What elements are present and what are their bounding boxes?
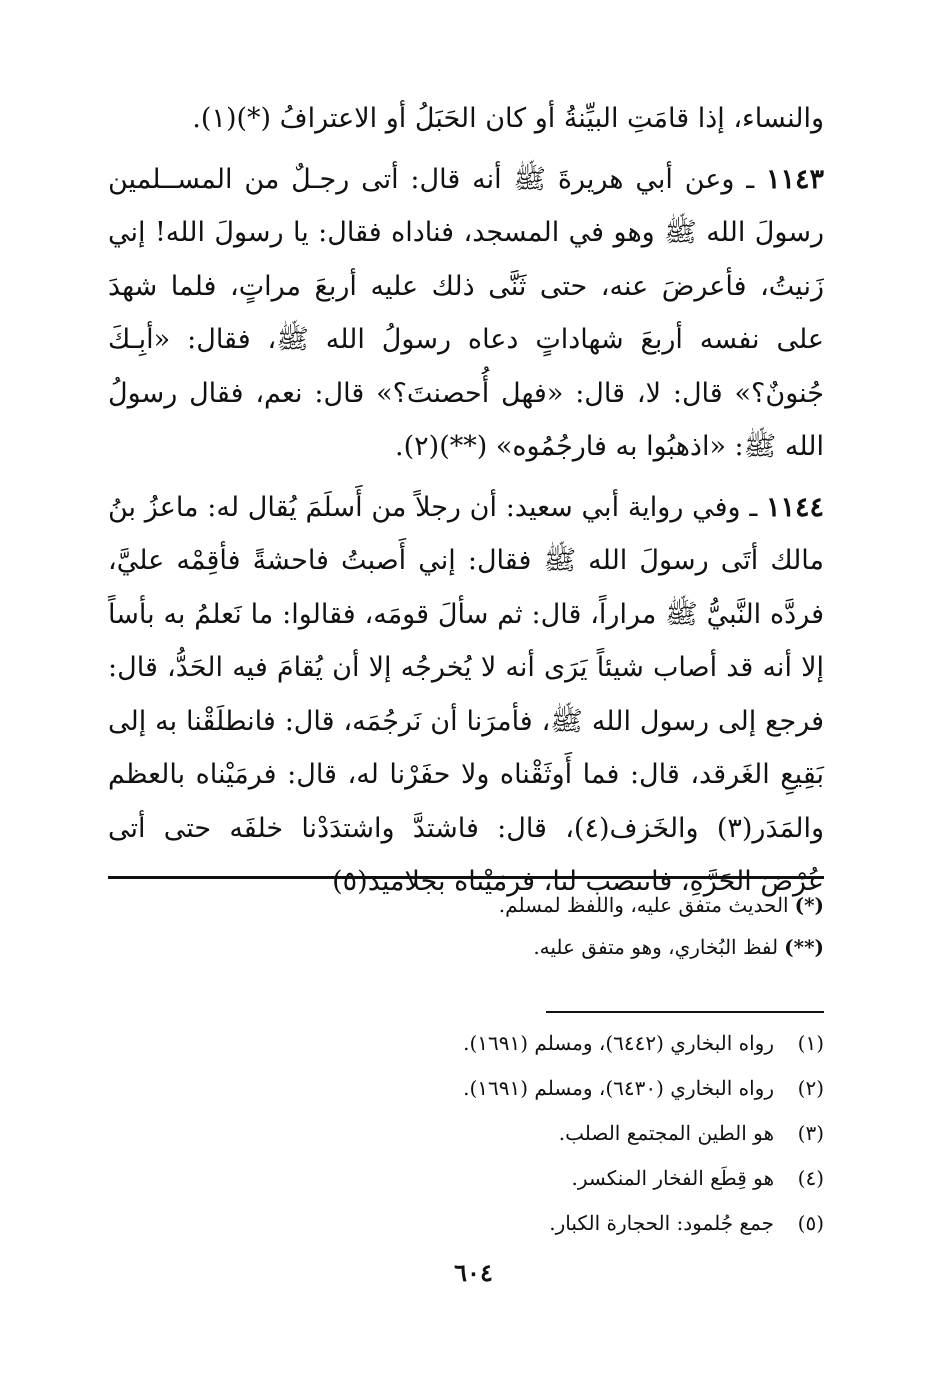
footnote-mark: (٣) [797,1121,824,1145]
star-note [108,884,824,926]
footnote-mark: (٥) [797,1211,824,1235]
footnotes [108,1021,824,1246]
footnote-text: جمع جُلمود: الحجارة الكبار. [549,1211,774,1235]
footnote-mark: (٤) [797,1166,824,1190]
main-text [108,92,824,909]
hadith-1143 [108,153,824,474]
page-number: ٦٠٤ [454,1258,493,1287]
footnote [108,1156,824,1201]
star-notes [108,884,824,968]
footnote-text: رواه البخاري (٦٤٤٢)، ومسلم (١٦٩١). [463,1031,774,1055]
hadith-1144 [108,481,824,909]
footnote-text: رواه البخاري (٦٤٣٠)، ومسلم (١٦٩١). [463,1076,774,1100]
star-note [108,926,824,968]
footnote-mark: (١) [797,1031,824,1055]
footnote [108,1021,824,1066]
footnote-short-divider [546,1011,824,1013]
hadith-number: ١١٤٤ [765,491,824,523]
hadith-text: ـ وفي رواية أبي سعيد: أن رجلاً من أَسلَمَ يُقال له: ماعزُ بنُ مالك أتَى رسولَ الله ﷺ فقال: إني أَصبتُ فاحشةً فأقِمْه عليَّ، فردَّه النَّبيُّ ﷺ مراراً، قال: ثم سألَ قومَه، فقالوا: ما نَعلمُ به بأساً إلا أنه قد أصاب شيئاً يَرَى أنه لا يُخرجُه إلا أن يُقامَ فيه الحَدُّ، قال: فرجع إلى رسول الله ﷺ، فأمرَنا أن نَرجُمَه، قال: فانطلَقْنا به إلى بَقِيعِ الغَرقد، قال: فما أَوثَقْناه ولا حفَرْنا له، قال: فرمَيْناه بالعظم والمَدَر(٣) والخَزف(٤)، قال: فاشتدَّ واشتدَدْنا خلفَه حتى أتى عُرْضَ الحَرَّةِ، فانتصب لنا، فرمَيْناه بجلاميد(٥) [108,491,824,897]
footnote [108,1201,824,1246]
hadith-text: ـ وعن أبي هريرةَ ﷺ أنه قال: أتى رجـلٌ من المســلمين رسولَ الله ﷺ وهو في المسجد، فناداه فقال: يا رسولَ الله! إني زَنيتُ، فأعرضَ عنه، حتى ثَنَّى ذلك عليه أربعَ مراتٍ، فلما شهدَ على نفسه أربعَ شهاداتٍ دعاه رسولُ الله ﷺ، فقال: «أبِـكَ جُنونٌ؟» قال: لا، قال: «فهل أُحصنتَ؟» قال: نعم، فقال رسولُ الله ﷺ: «اذهبُوا به فارجُمُوه» (**)(٢). [108,163,824,462]
footnote-text: هو قِطَع الفخار المنكسر. [571,1166,774,1190]
star-note-mark: (**) [784,935,824,959]
footnote [108,1066,824,1111]
star-note-mark: (*) [794,893,824,917]
footnote-text: هو الطين المجتمع الصلب. [558,1121,774,1145]
star-note-text: لفظ البُخاري، وهو متفق عليه. [533,935,779,959]
star-note-text: الحديث متفق عليه، واللفظ لمسلم. [498,893,789,917]
hadith-number: ١١٤٣ [765,163,824,195]
footnote [108,1111,824,1156]
footnote-divider [108,876,824,879]
paragraph-continuation: والنساء، إذا قامَتِ البيِّنةُ أو كان الحَبَلُ أو الاعترافُ (*)(١). [192,103,824,134]
footnote-mark: (٢) [797,1076,824,1100]
